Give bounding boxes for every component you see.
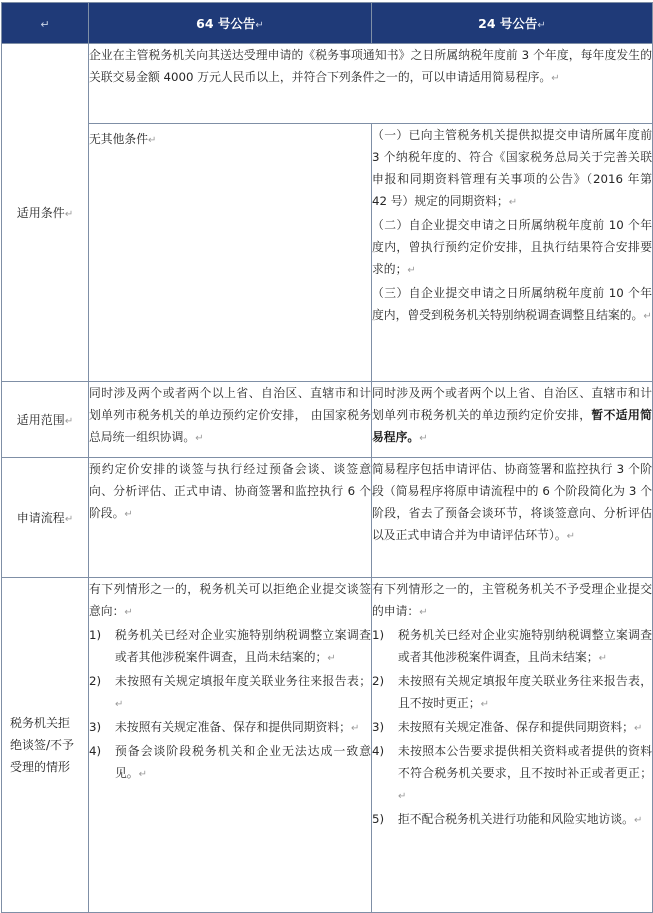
- table-row: [2, 44, 653, 124]
- refusal-24-list: [372, 624, 652, 832]
- list-item: 4) 未按照本公告要求提供相关资料或者提供的资料不符合税务机关要求，且不按时补正或者更正；↵: [372, 744, 652, 802]
- list-item: 3) 未按照有关规定准备、保存和提供同期资料；↵: [372, 720, 643, 734]
- list-item: 1) 税务机关已经对企业实施特别纳税调整立案调查或者其他涉税案件调查，且尚未结案的；↵: [89, 628, 371, 664]
- scope-64-cell: 同时涉及两个或者两个以上省、自治区、直辖市和计划单列市税务机关的单边预约定价安排， 由国家税务总局统一组织协调。↵: [89, 382, 372, 458]
- process-64-cell: 预约定价安排的谈签与执行经过预备会谈、谈签意向、分析评估、正式申请、协商签署和监控执行 6 个阶段。↵: [89, 458, 372, 578]
- list-item: 5) 拒不配合税务机关进行功能和风险实地访谈。↵: [372, 812, 643, 826]
- refusal-64-list: [89, 624, 371, 786]
- row-label-refusal: 税务机关拒绝谈签/不予受理的情形: [2, 578, 89, 913]
- list-item: 2) 未按照有关规定填报年度关联业务往来报告表；↵: [89, 674, 371, 710]
- row-label-process: 申请流程↵: [2, 458, 89, 578]
- header-64: 64 号公告↵: [89, 3, 372, 44]
- refusal-24-cell: 有下列情形之一的，主管税务机关不予受理企业提交的申请：↵ 1) 税务机关已经对企业实施特别纳税调整立案调查或者其他涉税案件调查，且尚未结案；↵ 2) 未按照有关规定填报年度关联业务往来报告表，且不按时更正；↵ 3) 未按照有关规定准备、保存和提供同期资料；↵ 4) 未按照本公告要求提供相关资料或者提供的资料不符合税务机关要求，且不按时补正或者更正；↵ 5) 拒不配合税务机关进行功能和风险实地访谈。↵: [372, 578, 653, 913]
- list-item: 2) 未按照有关规定填报年度关联业务往来报告表，且不按时更正；↵: [372, 674, 652, 710]
- comparison-table: [1, 2, 653, 913]
- list-item: 4) 预备会谈阶段税务机关和企业无法达成一致意见。↵: [89, 744, 371, 780]
- table-header-row: [2, 3, 653, 44]
- conditions-64-cell: 无其他条件↵: [89, 124, 372, 382]
- header-24: 24 号公告↵: [372, 3, 653, 44]
- table-row: [2, 578, 653, 913]
- conditions-24-cell: （一）已向主管税务机关提供拟提交申请所属年度前 3 个纳税年度的、符合《国家税务总局关于完善关联申报和同期资料管理有关事项的公告》（2016 年第 42 号）规定的同期资料；↵ （二）自企业提交申请之日所属纳税年度前 10 个年度内，曾执行预约定价安排，且执行结果符合安排要求的；↵ （三）自企业提交申请之日所属纳税年度前 10 个年度内，曾受到税务机关特别纳税调查调整且结案的。↵: [372, 124, 653, 382]
- list-item: 3) 未按照有关规定准备、保存和提供同期资料；↵: [89, 720, 360, 734]
- list-item: 1) 税务机关已经对企业实施特别纳税调整立案调查或者其他涉税案件调查，且尚未结案；↵: [372, 628, 652, 664]
- table-row: [2, 382, 653, 458]
- header-corner: ↵: [2, 3, 89, 44]
- table-row: [2, 458, 653, 578]
- row-label-scope: 适用范围↵: [2, 382, 89, 458]
- table-row: [2, 124, 653, 382]
- scope-24-cell: 同时涉及两个或者两个以上省、自治区、直辖市和计划单列市税务机关的单边预约定价安排，暂不适用简易程序。↵: [372, 382, 653, 458]
- refusal-64-cell: 有下列情形之一的，税务机关可以拒绝企业提交谈签意向：↵ 1) 税务机关已经对企业实施特别纳税调整立案调查或者其他涉税案件调查，且尚未结案的；↵ 2) 未按照有关规定填报年度关联业务往来报告表；↵ 3) 未按照有关规定准备、保存和提供同期资料；↵ 4) 预备会谈阶段税务机关和企业无法达成一致意见。↵: [89, 578, 372, 913]
- process-24-cell: 简易程序包括申请评估、协商签署和监控执行 3 个阶段（简易程序将原申请流程中的 6 个阶段简化为 3 个阶段，省去了预备会谈环节，将谈签意向、分析评估以及正式申请合并为申请评估环节）。↵: [372, 458, 653, 578]
- conditions-common-cell: 企业在主管税务机关向其送达受理申请的《税务事项通知书》之日所属纳税年度前 3 个年度，每年度发生的关联交易金额 4000 万元人民币以上，并符合下列条件之一的，可以申请适用简易程序。↵: [89, 44, 653, 124]
- row-label-conditions: 适用条件↵: [2, 44, 89, 382]
